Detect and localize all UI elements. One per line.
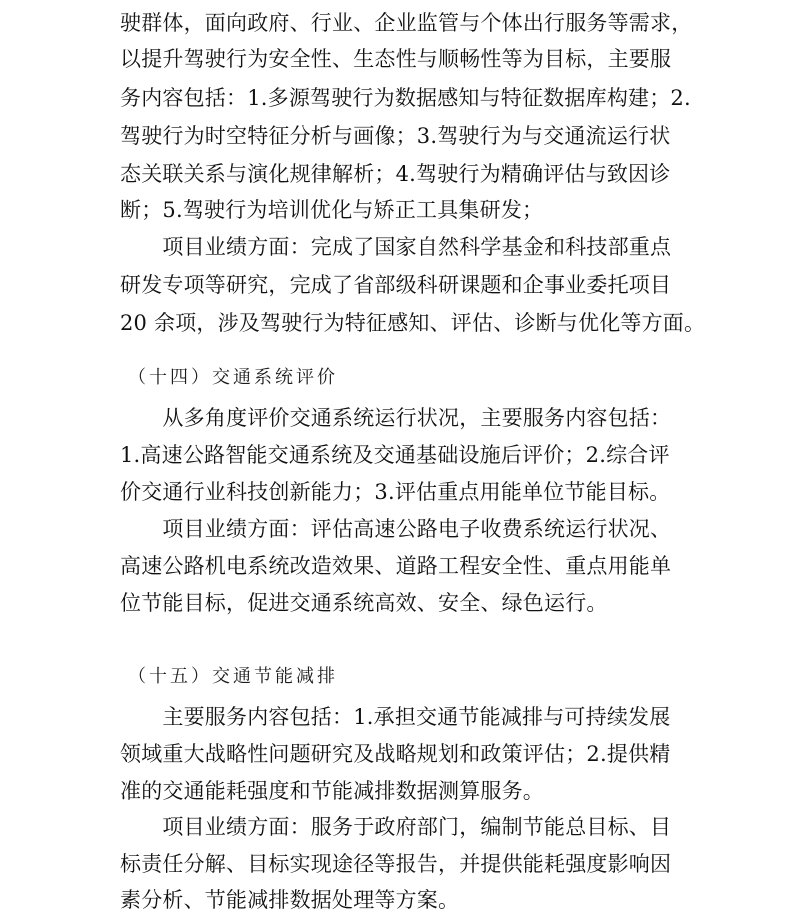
paragraph-line: 驶群体，面向政府、行业、企业监管与个体出行服务等需求， (120, 11, 693, 35)
paragraph-line: 领域重大战略性问题研究及战略规划和政策评估；2.提供精 (120, 742, 671, 766)
paragraph-line: 标责任分解、目标实现途径等报告，并提供能耗强度影响因 (120, 852, 672, 876)
paragraph-line: 项目业绩方面：评估高速公路电子收费系统运行状况、 (120, 517, 672, 541)
paragraph-line: 20 余项，涉及驾驶行为特征感知、评估、诊断与优化等方面。 (120, 311, 706, 335)
paragraph-line: 1.高速公路智能交通系统及交通基础设施后评价；2.综合评 (120, 443, 670, 467)
paragraph-line: 价交通行业科技创新能力；3.评估重点用能单位节能目标。 (120, 480, 671, 504)
paragraph-line: 素分析、节能减排数据处理等方案。 (120, 888, 460, 912)
paragraph-line: 项目业绩方面：服务于政府部门，编制节能总目标、目 (120, 815, 672, 839)
paragraph-line: 主要服务内容包括：1.承担交通节能减排与可持续发展 (120, 705, 671, 729)
paragraph-line: 研发专项等研究，完成了省部级科研课题和企事业委托项目 (120, 273, 672, 297)
paragraph-line: 从多角度评价交通系统运行状况，主要服务内容包括： (120, 406, 672, 430)
paragraph-line: 位节能目标，促进交通系统高效、安全、绿色运行。 (120, 591, 608, 615)
paragraph-line: 断；5.驾驶行为培训优化与矫正工具集研发； (120, 198, 544, 222)
section-heading: （十四）交通系统评价 (128, 367, 338, 388)
paragraph-line: 务内容包括：1.多源驾驶行为数据感知与特征数据库构建；2. (120, 86, 691, 110)
section-heading: （十五）交通节能减排 (128, 666, 338, 687)
paragraph-line: 准的交通能耗强度和节能减排数据测算服务。 (120, 779, 544, 803)
paragraph-line: 高速公路机电系统改造效果、道路工程安全性、重点用能单 (120, 554, 672, 578)
paragraph-line: 态关联关系与演化规律解析；4.驾驶行为精确评估与致因诊 (120, 162, 671, 186)
paragraph-line: 驾驶行为时空特征分析与画像；3.驾驶行为与交通流运行状 (120, 124, 671, 148)
paragraph-line: 项目业绩方面：完成了国家自然科学基金和科技部重点 (120, 235, 672, 259)
paragraph-line: 以提升驾驶行为安全性、生态性与顺畅性等为目标，主要服 (120, 47, 672, 71)
